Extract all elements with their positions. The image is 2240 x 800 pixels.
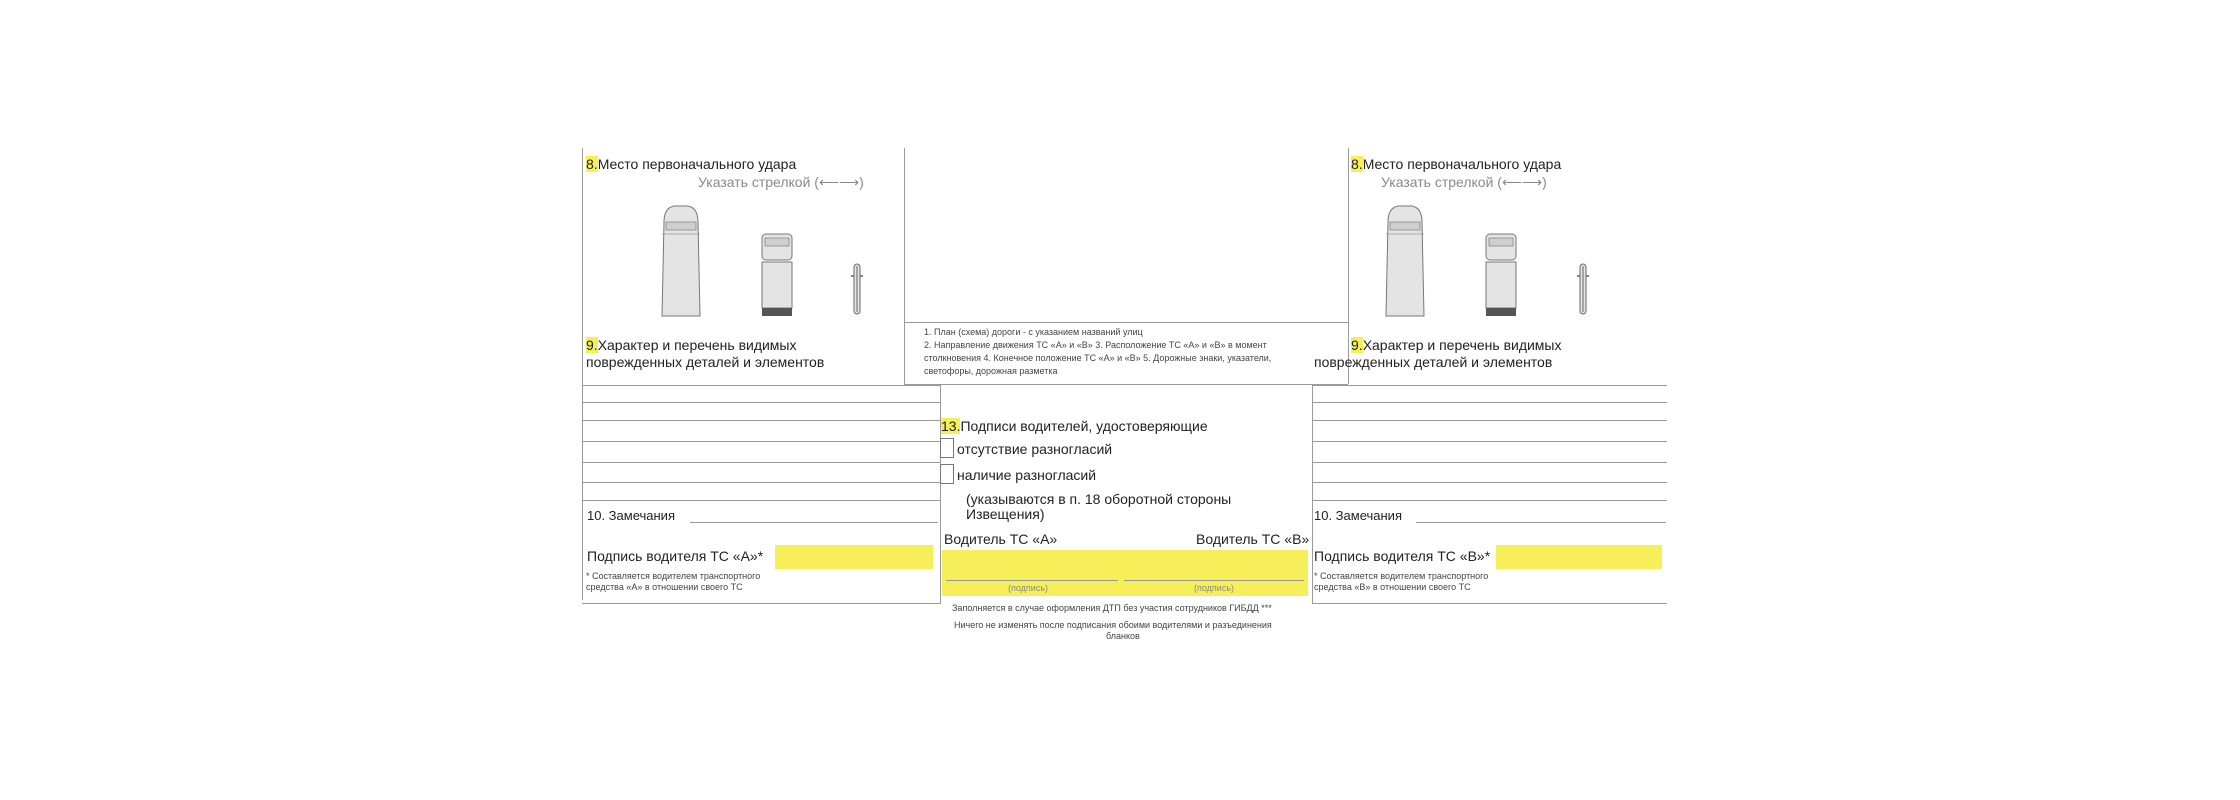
driver-b-signature-caption: (подпись) (1194, 583, 1235, 593)
right-rule (1312, 402, 1667, 403)
left-sec9-number: 9. (586, 337, 598, 353)
driver-b-label: Водитель ТС «В» (1196, 531, 1310, 547)
left-signature-label: Подпись водителя ТС «А»* (587, 548, 764, 564)
right-sec9-title (1351, 337, 1562, 353)
left-inner-border (904, 148, 905, 384)
left-rule (582, 500, 940, 501)
sec13-label: Подписи водителей, удостоверяющие (960, 418, 1208, 434)
left-sec8-title (586, 156, 796, 172)
motorcycle-top-view-icon (1576, 262, 1590, 316)
right-sec8-number: 8. (1351, 156, 1363, 172)
left-sec9-line2: поврежденных деталей и элементов (586, 354, 825, 370)
left-rule (582, 420, 940, 421)
driver-signatures-field[interactable] (942, 550, 1308, 596)
right-rule (1312, 500, 1667, 501)
footer-note1: Заполняется в случае оформления ДТП без участия сотрудников ГИБДД *** (952, 603, 1272, 613)
left-sec9-title (586, 337, 797, 353)
driver-a-signature-line (946, 580, 1118, 581)
right-sec8-label: Место первоначального удара (1362, 156, 1562, 172)
sec13-title (941, 418, 1208, 434)
right-signature-field[interactable] (1496, 545, 1662, 569)
left-rule (582, 385, 940, 386)
right-note-line1: * Составляется водителем транспортного (1314, 571, 1489, 581)
left-note-line1: * Составляется водителем транспортного (586, 571, 761, 581)
right-sec8-hint: Указать стрелкой (⟵⟶) (1381, 174, 1547, 190)
left-sec8-label: Место первоначального удара (597, 156, 797, 172)
left-signature-field[interactable] (775, 545, 933, 569)
right-rule (1312, 482, 1667, 483)
left-rule (582, 441, 940, 442)
no-disagreement-checkbox[interactable] (940, 438, 954, 458)
left-rule (582, 402, 940, 403)
truck-top-view-icon (1484, 232, 1518, 318)
right-lower-border (1312, 384, 1313, 604)
left-border (582, 148, 583, 600)
right-sec9-number: 9. (1351, 337, 1363, 353)
left-sec8-number: 8. (586, 156, 598, 172)
right-rule (1312, 385, 1667, 386)
left-lower-border (940, 384, 941, 604)
driver-b-signature-line (1124, 580, 1304, 581)
disagreement-note-line1: (указываются в п. 18 оборотной стороны (966, 491, 1232, 507)
right-rule (1312, 420, 1667, 421)
driver-a-signature-caption: (подпись) (1008, 583, 1049, 593)
right-sec8-title (1351, 156, 1561, 172)
plan-line1: 1. План (схема) дороги - с указанием названий улиц (924, 327, 1143, 337)
right-signature-label: Подпись водителя ТС «В»* (1314, 548, 1491, 564)
left-sec9-line1: Характер и перечень видимых (597, 337, 797, 353)
driver-a-label: Водитель ТС «А» (944, 531, 1058, 547)
right-note-line2: средства «В» в отношении своего ТС (1314, 582, 1471, 592)
plan-line2: 2. Направление движения ТС «А» и «В» 3. Расположение ТС «А» и «В» в момент (924, 340, 1267, 350)
right-bottom-border (1312, 603, 1667, 604)
no-disagreement-label: отсутствие разногласий (957, 441, 1113, 457)
truck-top-view-icon (760, 232, 794, 318)
car-top-view-icon (1380, 204, 1430, 318)
sec13-number: 13. (941, 418, 961, 434)
plan-line4: светофоры, дорожная разметка (924, 366, 1058, 376)
right-remarks-label: 10. Замечания (1314, 508, 1402, 523)
disagreement-checkbox[interactable] (940, 464, 954, 484)
plan-line3: столкновения 4. Конечное положение ТС «А» и «В» 5. Дорожные знаки, указатели, (924, 353, 1272, 363)
right-sec9-line1: Характер и перечень видимых (1362, 337, 1562, 353)
disagreement-note-line2: Извещения) (966, 506, 1045, 522)
right-rule (1312, 462, 1667, 463)
right-inner-border (1348, 148, 1349, 384)
footer-note2-line2: бланков (1106, 631, 1140, 641)
left-rule (582, 462, 940, 463)
left-sec8-hint: Указать стрелкой (⟵⟶) (698, 174, 864, 190)
disagreement-label: наличие разногласий (957, 467, 1097, 483)
footer-note2-line1: Ничего не изменять после подписания обоими водителями и разъединения (954, 620, 1272, 630)
right-rule (1312, 441, 1667, 442)
left-remarks-field[interactable] (690, 522, 938, 523)
left-bottom-border (582, 603, 940, 604)
right-sec9-line2: поврежденных деталей и элементов (1314, 354, 1553, 370)
left-rule (582, 482, 940, 483)
car-top-view-icon (656, 204, 706, 318)
left-remarks-label: 10. Замечания (587, 508, 675, 523)
plan-top-border (904, 322, 1348, 323)
motorcycle-top-view-icon (850, 262, 864, 316)
right-remarks-field[interactable] (1416, 522, 1666, 523)
left-note-line2: средства «А» в отношении своего ТС (586, 582, 743, 592)
plan-bottom-border (904, 384, 1348, 385)
